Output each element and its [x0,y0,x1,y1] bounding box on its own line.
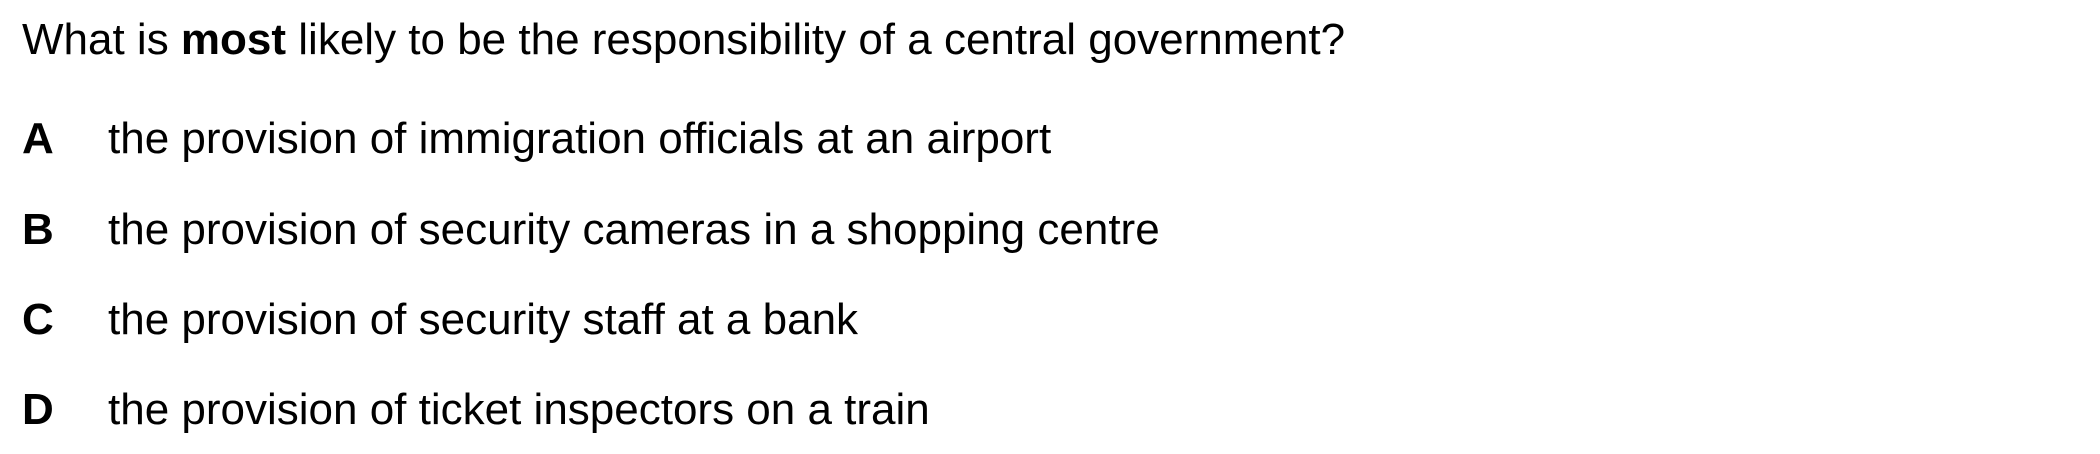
option-a-letter: A [22,114,54,163]
question-text [22,12,1345,68]
option-c-text: the provision of security staff at a bank [108,295,859,344]
question-suffix: likely to be the responsibility of a central government? [286,15,1346,64]
option-b-text: the provision of security cameras in a shopping centre [108,205,1160,254]
option-d-text: the provision of ticket inspectors on a train [108,385,930,434]
option-c-letter: C [22,295,54,344]
option-a-text: the provision of immigration officials at an airport [108,114,1052,163]
question-emphasis: most [180,15,287,64]
option-b-letter: B [22,205,54,254]
option-d-letter: D [22,385,54,434]
question-prefix: What is [22,15,181,64]
